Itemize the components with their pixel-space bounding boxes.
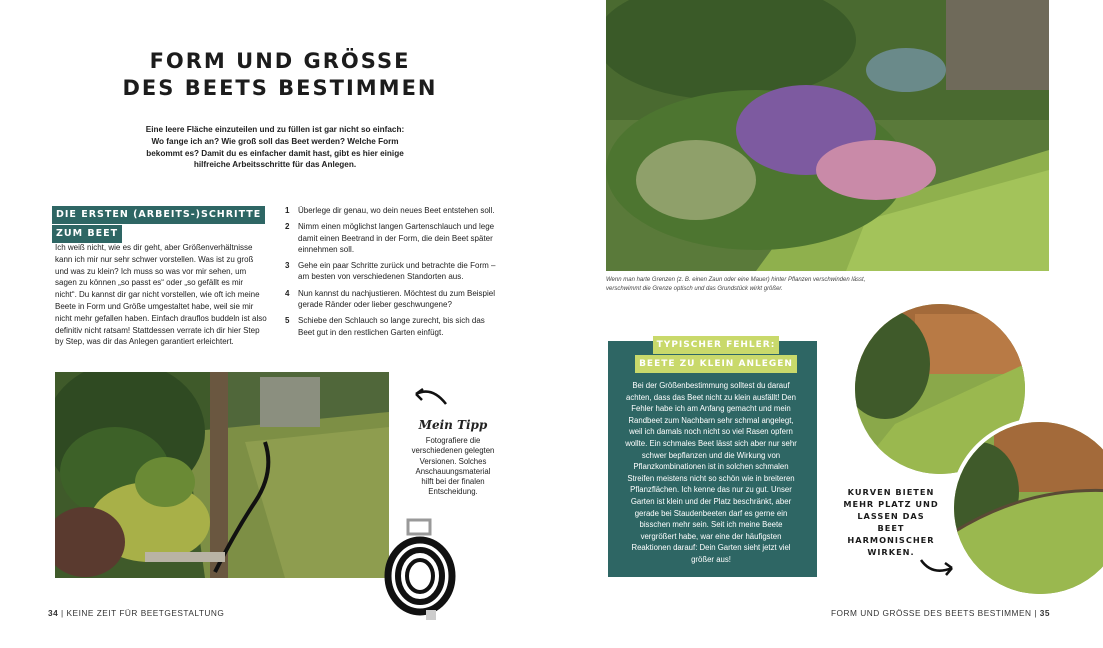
step-number: 3 [285,261,290,271]
step-number: 1 [285,206,290,215]
tip-text: Fotografiere die verschiedenen gelegten Versionen. Solches Anschauungsmaterial hilft bei der finalen Entscheidung. [411,436,495,497]
step-text: Gehe ein paar Schritte zurück und betrachte die Form – am besten von verschiedenen Standorten aus. [298,261,496,282]
section-heading-line-2: ZUM BEET [52,225,122,243]
page-title [110,48,450,102]
footer-right-text: FORM UND GRÖSSE DES BEETS BESTIMMEN [830,608,1032,618]
page-number-left: 34 [48,608,59,618]
section-heading-line-1: DIE ERSTEN (ARBEITS-)SCHRITTE [52,206,265,224]
step-text: Nun kannst du nachjustieren. Möchtest du zum Beispiel gerade Ränder oder lieber geschwungene? [298,288,495,310]
step-item [285,221,500,255]
footer-left: 34 | KEINE ZEIT FÜR BEETGESTALTUNG [48,608,225,618]
tip-title: Mein Tipp [418,418,488,432]
step-text: Nimm einen möglichst langen Gartenschlauch und lege damit einen Beetrand in der Form, die dein Beet später einnehmen soll. [298,222,495,254]
step-text: Schiebe den Schlauch so lange zurecht, bis sich das Beet gut in den restlichen Garten einfügt. [298,316,485,337]
step-item [285,315,500,338]
typical-error-heading-line-2: BEETE ZU KLEIN ANLEGEN [635,355,797,373]
garden-hose-photo [55,372,389,578]
footer-left-text: KEINE ZEIT FÜR BEETGESTALTUNG [66,608,225,618]
steps-list [285,205,500,343]
footer-right: FORM UND GRÖSSE DES BEETS BESTIMMEN | 35 [830,608,1050,618]
step-number: 4 [285,288,290,298]
garden-hose-icon [380,516,464,622]
step-number: 2 [285,222,290,232]
page-number-right: 35 [1039,608,1050,618]
flower-bed-photo [606,0,1049,271]
step-text: Überlege dir genau, wo dein neues Beet entstehen soll. [298,206,495,215]
curved-arrow-icon [410,384,450,408]
curves-note: KURVEN BIETEN MEHR PLATZ UND LASSEN DAS BEET HARMONISCHER WIRKEN. [843,487,939,557]
page-title-line-2: DES BEETS BESTIMMEN [122,76,438,100]
step-item [285,288,500,311]
step-item [285,205,500,216]
page-title-line-1: FORM UND GRÖSSE [149,49,411,73]
typical-error-text: Bei der Größenbestimmung solltest du darauf achten, dass das Beet nicht zu klein ausfällt! Den Fehler habe ich am Anfang gemacht und mein Randbeet zum Nachbarn sehr schmal angelegt, weil ich damals noch nicht so viel Rasen opfern wollte. Ein schmales Beet lässt sich aber nur sehr schwer bepflanzen und die Wirkung von Pflanzkombinationen ist in solchen schmalen Streifen meistens nicht so schön wie in breiteren Pflanzflächen. Ich kenne das nur zu gut. Unser Garten ist klein und der Platz beschränkt, aber gerade bei Staudenbeeten darf es gerne ein bisschen mehr sein. Seit ich meine Beete vergrößert habe, war eine der häufigsten Reaktionen darauf: Dein Garten sieht jetzt viel größer aus! [625,381,797,564]
step-number: 5 [285,316,290,326]
photo-caption: Wenn man harte Grenzen (z. B. einen Zaun oder eine Mauer) hinter Pflanzen verschwinden lässt, verschwimmt die Grenze optisch und das Grundstück wirkt größer. [606,277,866,292]
step-item [285,260,500,283]
section-body: Ich weiß nicht, wie es dir geht, aber Größenverhältnisse kann ich mir nur sehr schwer vorstellen. Was ist zu groß und was zu klein? Ich muss so was vor mir sehen, um sagen zu können „so passt es“ oder „so gefällt es mir nicht“. Du kannst dir gar nicht vorstellen, wie oft ich meine Beete in Form und Größe umgestaltet habe, weil sie mir nicht mehr gefallen haben. Einfach drauflos buddeln ist also definitiv nicht ratsam! Stattdessen verrate ich dir hier Step by Step, was dir das Anlegen garantiert erleichtert. [55,243,267,347]
curved-arrow-right-icon [918,556,960,578]
typical-error-heading [626,336,806,374]
intro-text: Eine leere Fläche einzuteilen und zu füllen ist gar nicht so einfach: Wo fange ich an? Wie groß soll das Beet werden? Welche Form bekommt es? Damit du es einfacher damit hast, gibt es hier einige hilfreiche Arbeitsschritte für das Anlegen. [145,125,405,170]
section-heading [52,206,265,244]
typical-error-heading-line-1: TYPISCHER FEHLER: [653,336,780,354]
